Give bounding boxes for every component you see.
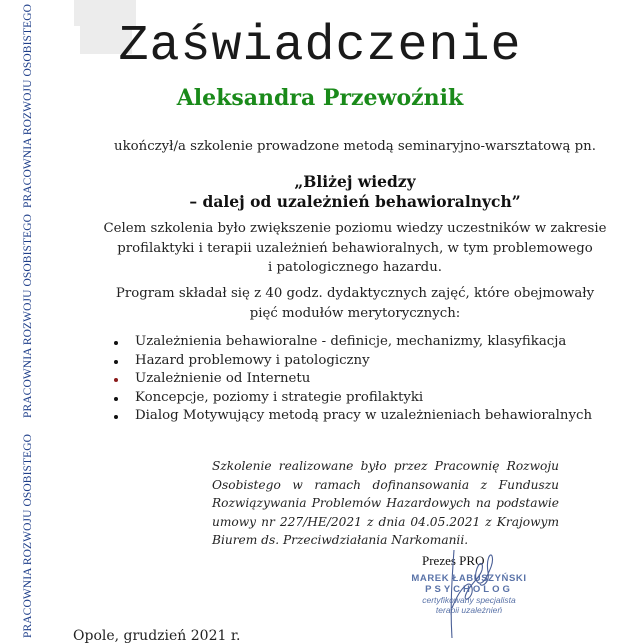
completion-line: ukończył/a szkolenie prowadzone metodą seminaryjno-warsztatową pn. — [114, 139, 596, 154]
stamp-line: terapii uzależnień — [435, 605, 503, 615]
module-label: Koncepcje, poziomy i strategie profilaktyki — [135, 389, 424, 405]
side-banner-text: PRACOWNIA ROZWOJU OSOBISTEGO — [22, 213, 34, 418]
recipient-name: Aleksandra Przewoźnik — [176, 85, 464, 111]
list-item — [112, 389, 592, 408]
modules-list — [112, 333, 592, 426]
funding-note: Szkolenie realizowane było przez Pracownię Rozwoju Osobistego w ramach dofinansowania z Funduszu Rozwiązywania Problemów Hazardowych na podstawie umowy nr 227/HE/2021 z dnia 04.05.2021 z Krajowym Biurem ds. Przeciwdziałania Narkomanii. — [212, 459, 559, 548]
side-banner-text: PRACOWNIA ROZWOJU OSOBISTEGO — [22, 3, 34, 208]
program-line: Program składał się z 40 godz. dydaktycznych zajęć, które obejmowały — [115, 286, 595, 301]
program-line: pięć modułów merytorycznych: — [249, 305, 461, 321]
goal-line: Celem szkolenia było zwiększenie poziomu wiedzy uczestników w zakresie — [103, 221, 607, 236]
bullet-icon — [114, 415, 118, 419]
course-title-line: – dalej od uzależnień behawioralnych” — [189, 192, 521, 211]
module-label: Uzależnienie od Internetu — [135, 371, 311, 386]
list-item — [112, 333, 592, 352]
course-title — [70, 172, 640, 212]
certificate-title: Zaświadczenie — [118, 18, 522, 75]
bullet-icon — [114, 397, 118, 401]
module-label: Hazard problemowy i patologiczny — [135, 352, 370, 368]
bullet-icon — [114, 360, 118, 364]
stamp-profession: PSYCHOLOG — [425, 584, 513, 595]
signer-title: Prezes PRO — [422, 553, 485, 568]
program-paragraph — [70, 284, 640, 323]
list-item — [112, 352, 592, 371]
stamp-line: certyfikowany specjalista — [422, 595, 516, 605]
goal-line: i patologicznego hazardu. — [267, 260, 442, 275]
course-title-line: „Bliżej wiedzy — [294, 172, 416, 191]
bullet-icon — [114, 378, 118, 382]
goal-line: profilaktyki i terapii uzależnień behawioralnych, w tym problemowego — [117, 240, 593, 256]
module-label: Uzależnienia behawioralne - definicje, mechanizmy, klasyfikacja — [135, 334, 567, 349]
bullet-icon — [114, 341, 118, 345]
stamp-name: MAREK ŁABUSZYŃSKI — [411, 573, 527, 584]
list-item — [112, 370, 592, 389]
list-item — [112, 407, 592, 426]
module-label: Dialog Motywujący metodą pracy w uzależnieniach behawioralnych — [135, 408, 593, 423]
place-date: Opole, grudzień 2021 r. — [73, 628, 241, 644]
side-banner-text: PRACOWNIA ROZWOJU OSOBISTEGO — [22, 433, 34, 638]
goal-paragraph — [70, 219, 640, 278]
signature-icon — [440, 548, 500, 640]
